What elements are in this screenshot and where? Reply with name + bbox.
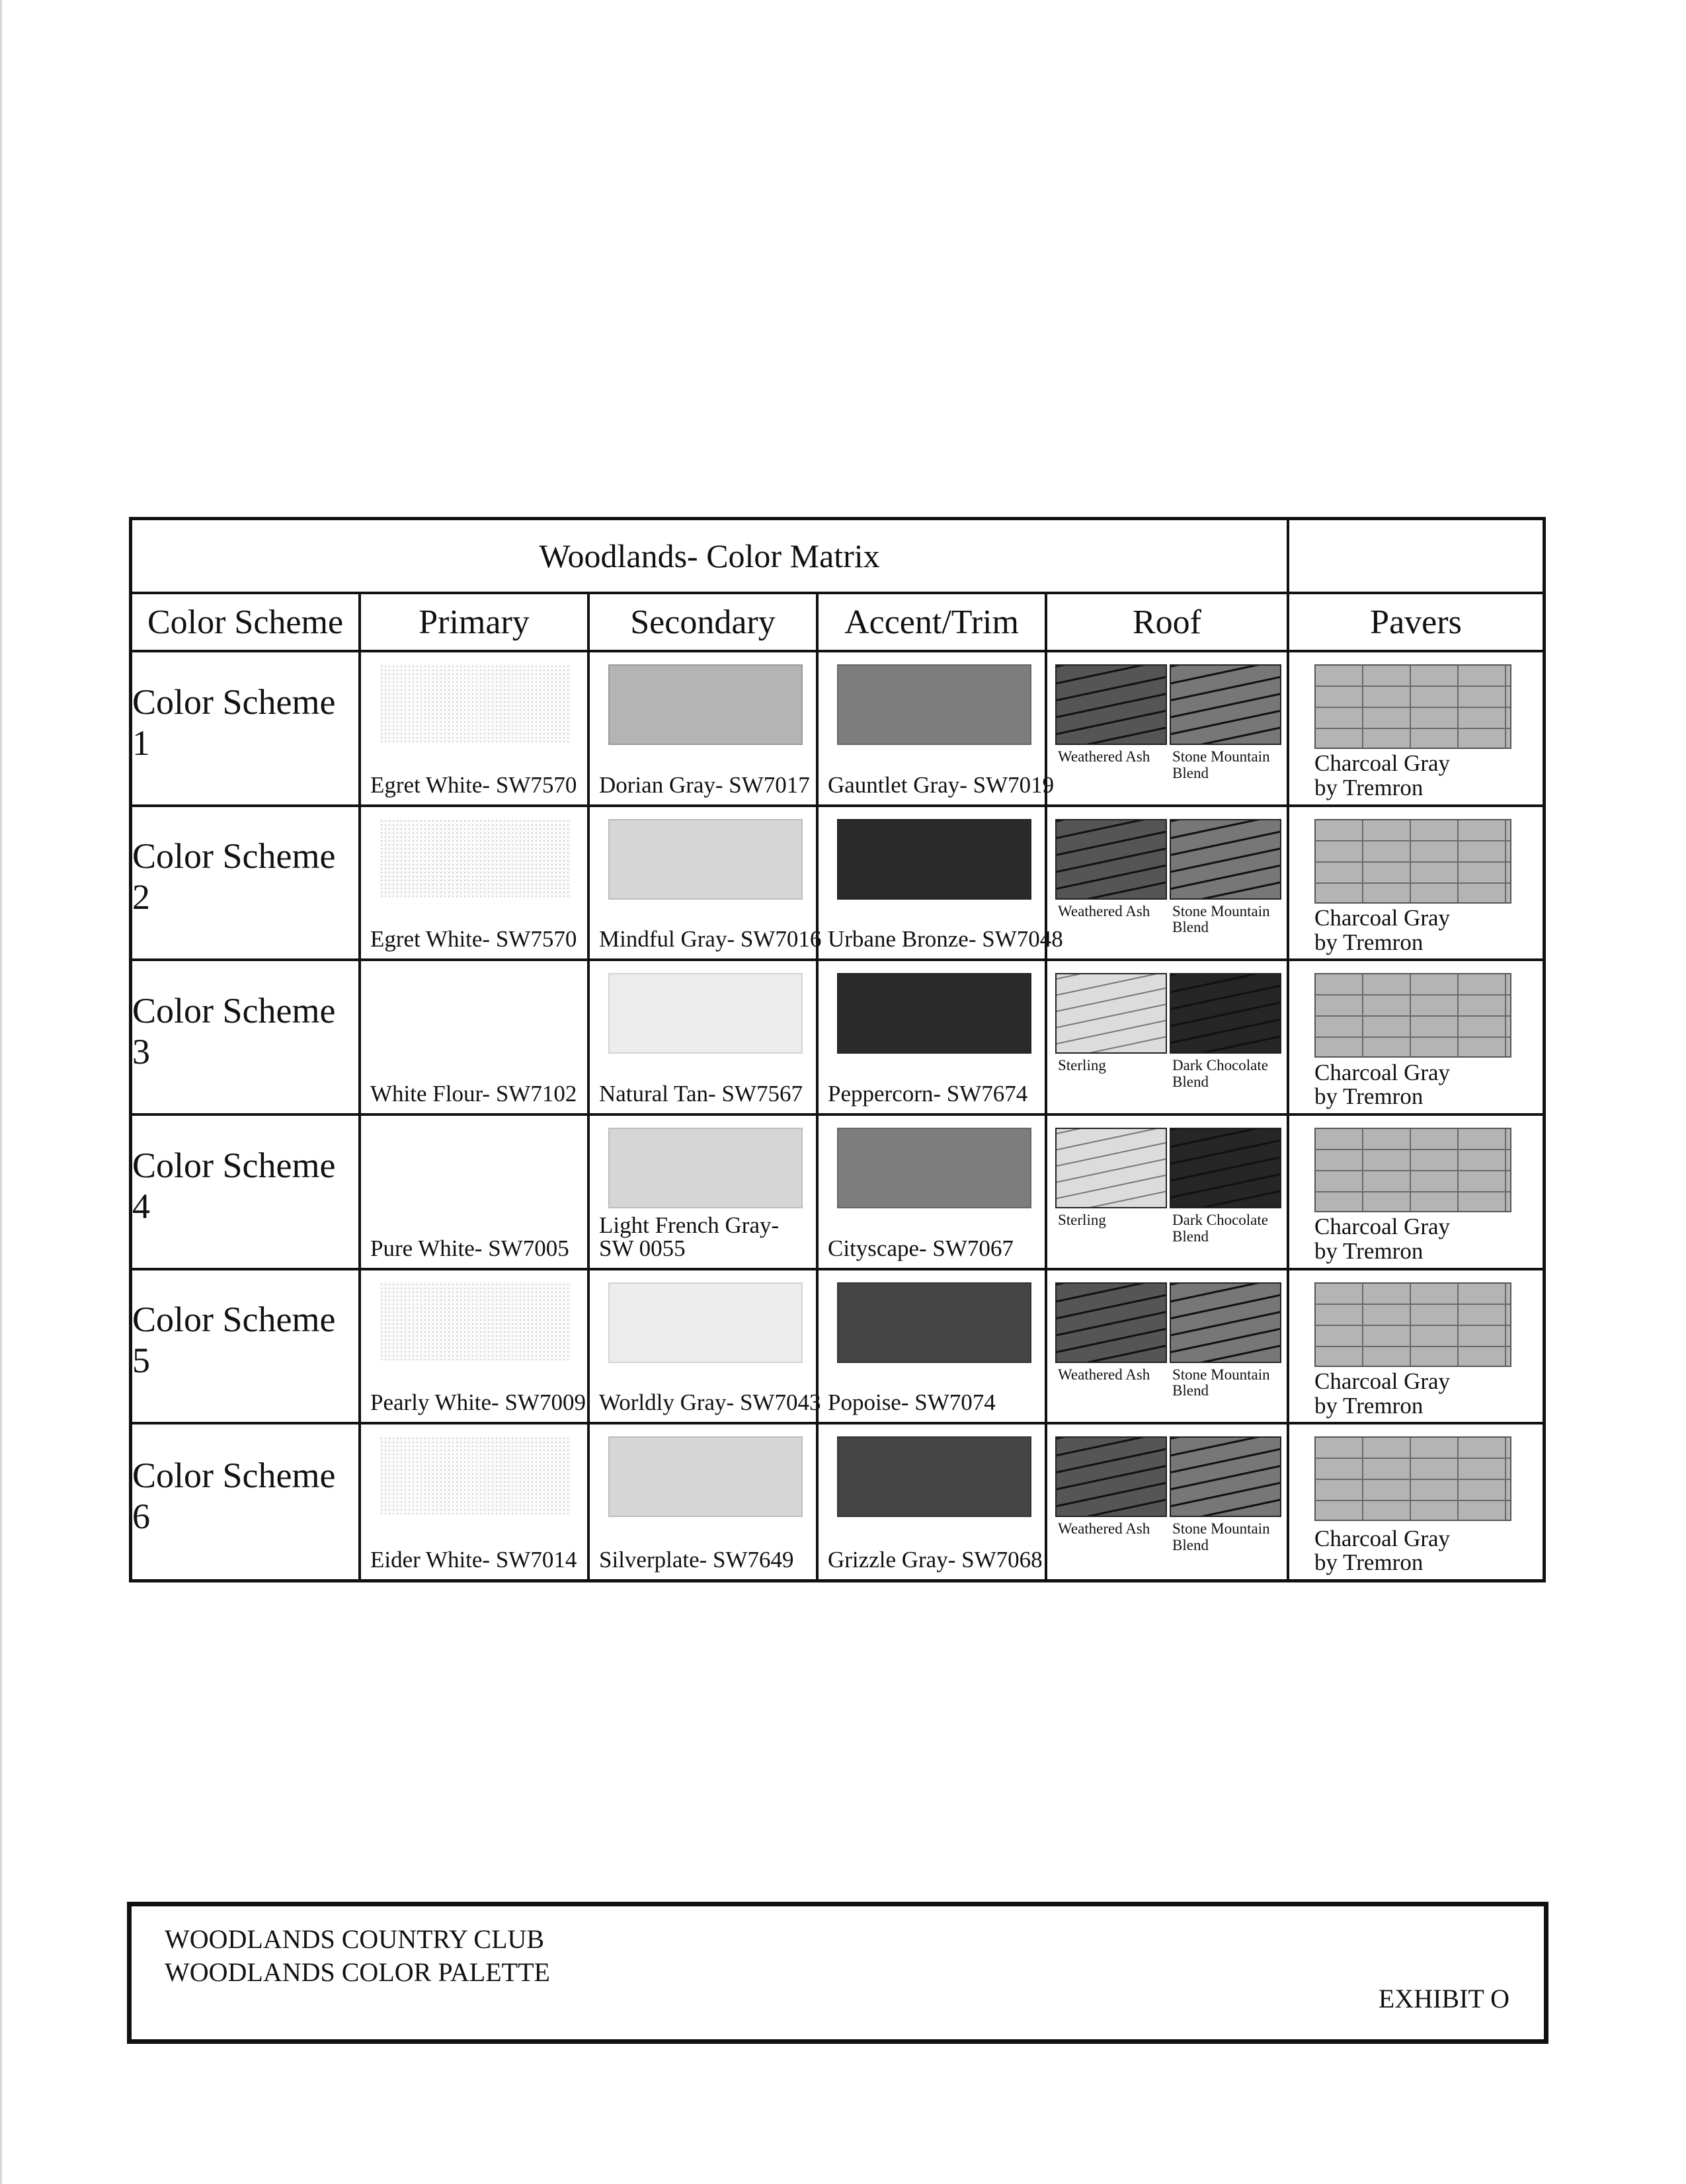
primary-swatch xyxy=(380,1282,571,1360)
paver-maker: by Tremron xyxy=(1314,929,1424,955)
accent-label: Peppercorn- SW7674 xyxy=(828,1081,1028,1107)
pavers-cell xyxy=(1289,1424,1543,1579)
color-matrix-table xyxy=(129,517,1546,1582)
accent-swatch xyxy=(837,1128,1031,1208)
roof-sample-sterling xyxy=(1055,973,1167,1054)
roof-sample-stone-mountain xyxy=(1170,1282,1281,1363)
primary-cell xyxy=(361,807,590,962)
secondary-label: Worldly Gray- SW7043 xyxy=(599,1389,821,1416)
roof-sample-weathered-ash xyxy=(1055,1282,1167,1363)
header-primary: Primary xyxy=(361,594,590,652)
secondary-label: Dorian Gray- SW7017 xyxy=(599,771,810,798)
primary-swatch xyxy=(380,664,571,742)
palette-title: WOODLANDS COLOR PALETTE xyxy=(165,1957,550,1987)
primary-label: Eider White- SW7014 xyxy=(370,1547,577,1573)
paver-label xyxy=(1314,1061,1450,1110)
pavers-cell xyxy=(1289,807,1543,962)
roof-sample-stone-mountain xyxy=(1170,1436,1281,1517)
secondary-swatch xyxy=(608,1436,803,1517)
paver-maker: by Tremron xyxy=(1314,1392,1424,1419)
paver-maker: by Tremron xyxy=(1314,774,1424,800)
club-name: WOODLANDS COUNTRY CLUB xyxy=(165,1924,545,1954)
primary-swatch xyxy=(380,973,571,1051)
pavers-cell xyxy=(1289,1270,1543,1425)
secondary-label: Light French Gray- SW 0055 xyxy=(599,1212,780,1261)
secondary-swatch xyxy=(608,664,803,745)
primary-cell xyxy=(361,1116,590,1270)
header-secondary: Secondary xyxy=(590,594,819,652)
roof-cell xyxy=(1047,961,1289,1116)
accent-swatch xyxy=(837,1282,1031,1363)
secondary-label: Silverplate- SW7649 xyxy=(599,1547,794,1573)
roof-sample-weathered-ash xyxy=(1055,664,1167,745)
roof-sample-sterling xyxy=(1055,1128,1167,1208)
accent-label: Cityscape- SW7067 xyxy=(828,1235,1014,1261)
header-accent-trim: Accent/Trim xyxy=(819,594,1047,652)
secondary-cell xyxy=(590,1270,819,1425)
roof-sample-dark-chocolate xyxy=(1170,1128,1281,1208)
paver-maker: by Tremron xyxy=(1314,1237,1424,1264)
header-pavers: Pavers xyxy=(1289,594,1543,652)
paver-maker: by Tremron xyxy=(1314,1549,1424,1576)
roof-label: Stone Mountain Blend xyxy=(1172,1520,1270,1554)
accent-label: Urbane Bronze- SW7048 xyxy=(828,926,1063,953)
pavers-cell xyxy=(1289,961,1543,1116)
secondary-label: Mindful Gray- SW7016 xyxy=(599,926,822,953)
primary-cell xyxy=(361,652,590,807)
paver-sample xyxy=(1314,973,1511,1058)
roof-sample-stone-mountain xyxy=(1170,819,1281,900)
paver-label xyxy=(1314,752,1450,800)
paver-name: Charcoal Gray xyxy=(1314,750,1451,777)
paver-name: Charcoal Gray xyxy=(1314,1525,1451,1551)
roof-label: Weathered Ash xyxy=(1058,748,1150,765)
scheme-name: Color Scheme 1 xyxy=(132,652,361,807)
primary-label: White Flour- SW7102 xyxy=(370,1081,577,1107)
accent-cell xyxy=(819,1270,1047,1425)
accent-cell xyxy=(819,1424,1047,1579)
roof-sample-weathered-ash xyxy=(1055,819,1167,900)
primary-cell xyxy=(361,1270,590,1425)
paver-sample xyxy=(1314,1282,1511,1367)
scheme-name: Color Scheme 6 xyxy=(132,1424,361,1579)
paver-sample xyxy=(1314,1128,1511,1212)
accent-cell xyxy=(819,807,1063,962)
scheme-name: Color Scheme 3 xyxy=(132,961,361,1116)
roof-label: Weathered Ash xyxy=(1058,902,1150,919)
paver-sample xyxy=(1314,664,1511,749)
secondary-label: Natural Tan- SW7567 xyxy=(599,1081,803,1107)
roof-sample-weathered-ash xyxy=(1055,1436,1167,1517)
scheme-name: Color Scheme 5 xyxy=(132,1270,361,1425)
page-left-edge xyxy=(0,0,2,2184)
paver-label xyxy=(1314,1527,1450,1576)
roof-label: Sterling xyxy=(1058,1057,1106,1074)
exhibit-label: EXHIBIT O xyxy=(1378,1984,1509,2013)
accent-label: Grizzle Gray- SW7068 xyxy=(828,1547,1043,1573)
paver-label xyxy=(1314,1215,1450,1264)
scheme-name: Color Scheme 2 xyxy=(132,807,361,962)
accent-swatch xyxy=(837,819,1031,900)
header-color-scheme: Color Scheme xyxy=(132,594,361,652)
paver-name: Charcoal Gray xyxy=(1314,1059,1451,1085)
roof-sample-dark-chocolate xyxy=(1170,973,1281,1054)
primary-cell xyxy=(361,961,590,1116)
roof-label: Weathered Ash xyxy=(1058,1366,1150,1383)
primary-swatch xyxy=(380,1128,571,1206)
roof-cell xyxy=(1047,1424,1289,1579)
accent-cell xyxy=(819,961,1047,1116)
paver-name: Charcoal Gray xyxy=(1314,904,1451,931)
paver-name: Charcoal Gray xyxy=(1314,1368,1451,1394)
pavers-cell xyxy=(1289,1116,1543,1270)
roof-label: Dark Chocolate Blend xyxy=(1172,1212,1268,1245)
primary-cell xyxy=(361,1424,590,1579)
header-roof: Roof xyxy=(1047,594,1289,652)
roof-cell xyxy=(1047,807,1289,962)
primary-swatch xyxy=(380,819,571,897)
roof-cell xyxy=(1047,1270,1289,1425)
secondary-swatch xyxy=(608,1128,803,1208)
paver-name: Charcoal Gray xyxy=(1314,1214,1451,1240)
secondary-cell xyxy=(590,961,819,1116)
accent-cell xyxy=(819,652,1055,807)
secondary-cell xyxy=(590,807,822,962)
primary-label: Egret White- SW7570 xyxy=(370,771,577,798)
primary-label: Pure White- SW7005 xyxy=(370,1235,569,1261)
secondary-cell xyxy=(590,1116,819,1270)
primary-swatch xyxy=(380,1436,571,1514)
primary-label: Egret White- SW7570 xyxy=(370,926,577,953)
secondary-swatch xyxy=(608,1282,803,1363)
roof-cell xyxy=(1047,1116,1289,1270)
roof-label: Dark Chocolate Blend xyxy=(1172,1057,1268,1091)
accent-swatch xyxy=(837,664,1031,745)
pavers-cell xyxy=(1289,652,1543,807)
roof-label: Weathered Ash xyxy=(1058,1520,1150,1538)
accent-swatch xyxy=(837,1436,1031,1517)
secondary-swatch xyxy=(608,973,803,1054)
scheme-name: Color Scheme 4 xyxy=(132,1116,361,1270)
matrix-title-blank-cell xyxy=(1289,520,1543,594)
roof-label: Stone Mountain Blend xyxy=(1172,902,1270,936)
roof-label: Sterling xyxy=(1058,1212,1106,1228)
accent-label: Popoise- SW7074 xyxy=(828,1389,996,1416)
paver-sample xyxy=(1314,819,1511,904)
secondary-cell xyxy=(590,652,819,807)
paver-sample xyxy=(1314,1436,1511,1521)
roof-sample-stone-mountain xyxy=(1170,664,1281,745)
paver-label xyxy=(1314,906,1450,955)
secondary-swatch xyxy=(608,819,803,900)
roof-label: Stone Mountain Blend xyxy=(1172,1366,1270,1399)
accent-swatch xyxy=(837,973,1031,1054)
roof-label: Stone Mountain Blend xyxy=(1172,748,1270,781)
paver-maker: by Tremron xyxy=(1314,1083,1424,1110)
matrix-title: Woodlands- Color Matrix xyxy=(132,520,1289,594)
roof-cell xyxy=(1047,652,1289,807)
accent-cell xyxy=(819,1116,1047,1270)
primary-label: Pearly White- SW7009 xyxy=(370,1389,586,1416)
accent-label: Gauntlet Gray- SW7019 xyxy=(828,771,1055,798)
secondary-cell xyxy=(590,1424,819,1579)
exhibit-footer-box xyxy=(127,1902,1548,2044)
paver-label xyxy=(1314,1370,1450,1419)
